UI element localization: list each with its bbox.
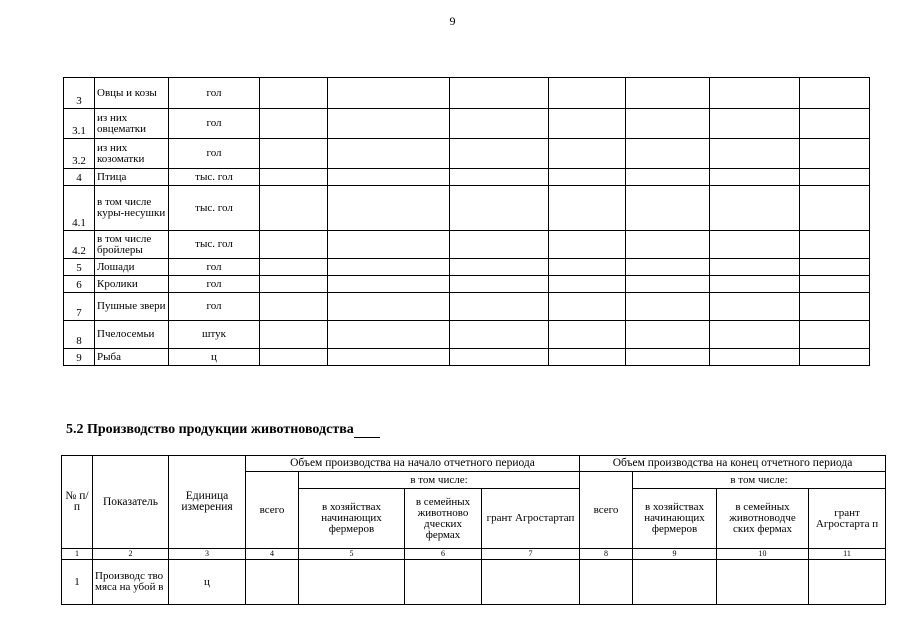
table-cell (450, 78, 549, 109)
row-unit: гол (169, 276, 260, 293)
header-sub-start-3: грант Агростартап (482, 489, 580, 549)
table-cell (450, 231, 549, 259)
row-num: 8 (64, 321, 95, 349)
column-index-row (62, 549, 886, 560)
row-name: Кролики (95, 276, 169, 293)
row-unit: ц (169, 349, 260, 366)
page-number: 9 (449, 14, 456, 28)
table-cell (450, 139, 549, 169)
table-row (64, 231, 870, 259)
table-cell (710, 169, 800, 186)
table-cell (328, 78, 450, 109)
table-cell (710, 321, 800, 349)
table-cell (328, 349, 450, 366)
row-name: в том числе бройлеры (95, 231, 169, 259)
row-unit: тыс. гол (169, 186, 260, 231)
header-unit: Единица измерения (169, 456, 246, 549)
table-row (64, 139, 870, 169)
table-cell (626, 293, 710, 321)
header-indicator: Показатель (93, 456, 169, 549)
table-cell (626, 349, 710, 366)
column-index: 5 (299, 549, 405, 560)
table-cell (328, 259, 450, 276)
table-cell (549, 186, 626, 231)
row-unit: тыс. гол (169, 231, 260, 259)
row-unit: гол (169, 109, 260, 139)
table-cell (260, 276, 328, 293)
table-row (64, 109, 870, 139)
header-including-end: в том числе: (633, 472, 886, 489)
table-cell (549, 293, 626, 321)
table-cell (260, 186, 328, 231)
header-sub-start-1: в хозяйствах начинающих фермеров (299, 489, 405, 549)
table-row (64, 349, 870, 366)
row-unit: гол (169, 293, 260, 321)
table-cell (260, 169, 328, 186)
column-index: 3 (169, 549, 246, 560)
row-num: 3 (64, 78, 95, 109)
table-cell (450, 293, 549, 321)
column-index: 7 (482, 549, 580, 560)
table-cell (549, 169, 626, 186)
column-index: 9 (633, 549, 717, 560)
row-name: Пчелосемьи (95, 321, 169, 349)
table-row (64, 293, 870, 321)
table-cell (800, 186, 870, 231)
header-group-end: Объем производства на конец отчетного периода (580, 456, 886, 472)
table-cell (717, 560, 809, 605)
table-cell (450, 321, 549, 349)
table-cell (710, 186, 800, 231)
table-cell (710, 109, 800, 139)
table-cell (800, 276, 870, 293)
table-cell (800, 169, 870, 186)
table-cell (626, 321, 710, 349)
table-row (64, 321, 870, 349)
row-num: 1 (62, 560, 93, 605)
table-cell (580, 560, 633, 605)
header-num: № п/п (62, 456, 93, 549)
row-name: Производс тво мяса на убой в (93, 560, 169, 605)
table-cell (800, 109, 870, 139)
table-cell (260, 321, 328, 349)
table-cell (710, 78, 800, 109)
table-cell (549, 78, 626, 109)
table-cell (260, 78, 328, 109)
row-name: Овцы и козы (95, 78, 169, 109)
table-cell (549, 139, 626, 169)
row-unit: гол (169, 78, 260, 109)
table-cell (710, 349, 800, 366)
row-name: из них овцематки (95, 109, 169, 139)
table-cell (260, 293, 328, 321)
table-cell (626, 276, 710, 293)
table-cell (450, 186, 549, 231)
header-including-start: в том числе: (299, 472, 580, 489)
table-cell (549, 276, 626, 293)
row-num: 9 (64, 349, 95, 366)
row-unit: штук (169, 321, 260, 349)
header-group-start: Объем производства на начало отчетного периода (246, 456, 580, 472)
table-cell (626, 139, 710, 169)
row-num: 4.2 (64, 231, 95, 259)
row-unit: тыс. гол (169, 169, 260, 186)
table-cell (800, 78, 870, 109)
table-cell (549, 109, 626, 139)
table-row (64, 276, 870, 293)
table-cell (450, 259, 549, 276)
livestock-count-table (63, 77, 870, 366)
table-row (64, 186, 870, 231)
row-unit: ц (169, 560, 246, 605)
header-sub-end-1: в хозяйствах начинающих фермеров (633, 489, 717, 549)
column-index: 6 (405, 549, 482, 560)
table-cell (328, 231, 450, 259)
table-cell (800, 231, 870, 259)
table-cell (710, 293, 800, 321)
table-row (64, 78, 870, 109)
row-num: 3.1 (64, 109, 95, 139)
table-cell (626, 259, 710, 276)
row-name: Лошади (95, 259, 169, 276)
table-cell (260, 349, 328, 366)
column-index: 8 (580, 549, 633, 560)
table-cell (328, 276, 450, 293)
table-cell (710, 276, 800, 293)
table-cell (626, 231, 710, 259)
column-index: 10 (717, 549, 809, 560)
header-sub-end-3: грант Агростарта п (809, 489, 886, 549)
title-underline (354, 425, 380, 438)
table-cell (405, 560, 482, 605)
table-cell (260, 259, 328, 276)
table-cell (260, 109, 328, 139)
row-name: Пушные звери (95, 293, 169, 321)
table-cell (299, 560, 405, 605)
table-cell (260, 231, 328, 259)
header-total-start: всего (246, 472, 299, 549)
table-cell (450, 349, 549, 366)
table-cell (800, 321, 870, 349)
row-name: Рыба (95, 349, 169, 366)
livestock-production-table (61, 455, 886, 605)
table-cell (800, 139, 870, 169)
table-cell (626, 109, 710, 139)
row-unit: гол (169, 139, 260, 169)
table-cell (328, 139, 450, 169)
table-cell (710, 259, 800, 276)
table-cell (450, 169, 549, 186)
table-cell (328, 109, 450, 139)
table-cell (626, 169, 710, 186)
table-cell (549, 321, 626, 349)
row-num: 7 (64, 293, 95, 321)
column-index: 2 (93, 549, 169, 560)
table-cell (809, 560, 886, 605)
table-cell (800, 349, 870, 366)
table-cell (482, 560, 580, 605)
table-row (64, 169, 870, 186)
table-cell (260, 139, 328, 169)
table-cell (800, 293, 870, 321)
row-num: 5 (64, 259, 95, 276)
header-total-end: всего (580, 472, 633, 549)
table-cell (328, 169, 450, 186)
table-cell (549, 349, 626, 366)
row-num: 6 (64, 276, 95, 293)
row-num: 4 (64, 169, 95, 186)
row-num: 4.1 (64, 186, 95, 231)
section-title: 5.2 Производство продукции животноводства (66, 422, 354, 437)
table-cell (549, 259, 626, 276)
row-name: из них козоматки (95, 139, 169, 169)
table-cell (800, 259, 870, 276)
table-cell (450, 109, 549, 139)
table-cell (328, 186, 450, 231)
column-index: 1 (62, 549, 93, 560)
header-sub-start-2: в семейных животново дческих фермах (405, 489, 482, 549)
table-cell (328, 321, 450, 349)
table-cell (626, 186, 710, 231)
table-cell (710, 231, 800, 259)
row-name: Птица (95, 169, 169, 186)
row-name: в том числе куры-несушки (95, 186, 169, 231)
table-cell (328, 293, 450, 321)
table-cell (710, 139, 800, 169)
row-num: 3.2 (64, 139, 95, 169)
section-heading (66, 422, 380, 438)
table-cell (633, 560, 717, 605)
table-cell (626, 78, 710, 109)
table-cell (549, 231, 626, 259)
header-sub-end-2: в семейных животноводче ских фермах (717, 489, 809, 549)
table-cell (246, 560, 299, 605)
table-cell (450, 276, 549, 293)
row-unit: гол (169, 259, 260, 276)
table-row (64, 259, 870, 276)
column-index: 11 (809, 549, 886, 560)
column-index: 4 (246, 549, 299, 560)
